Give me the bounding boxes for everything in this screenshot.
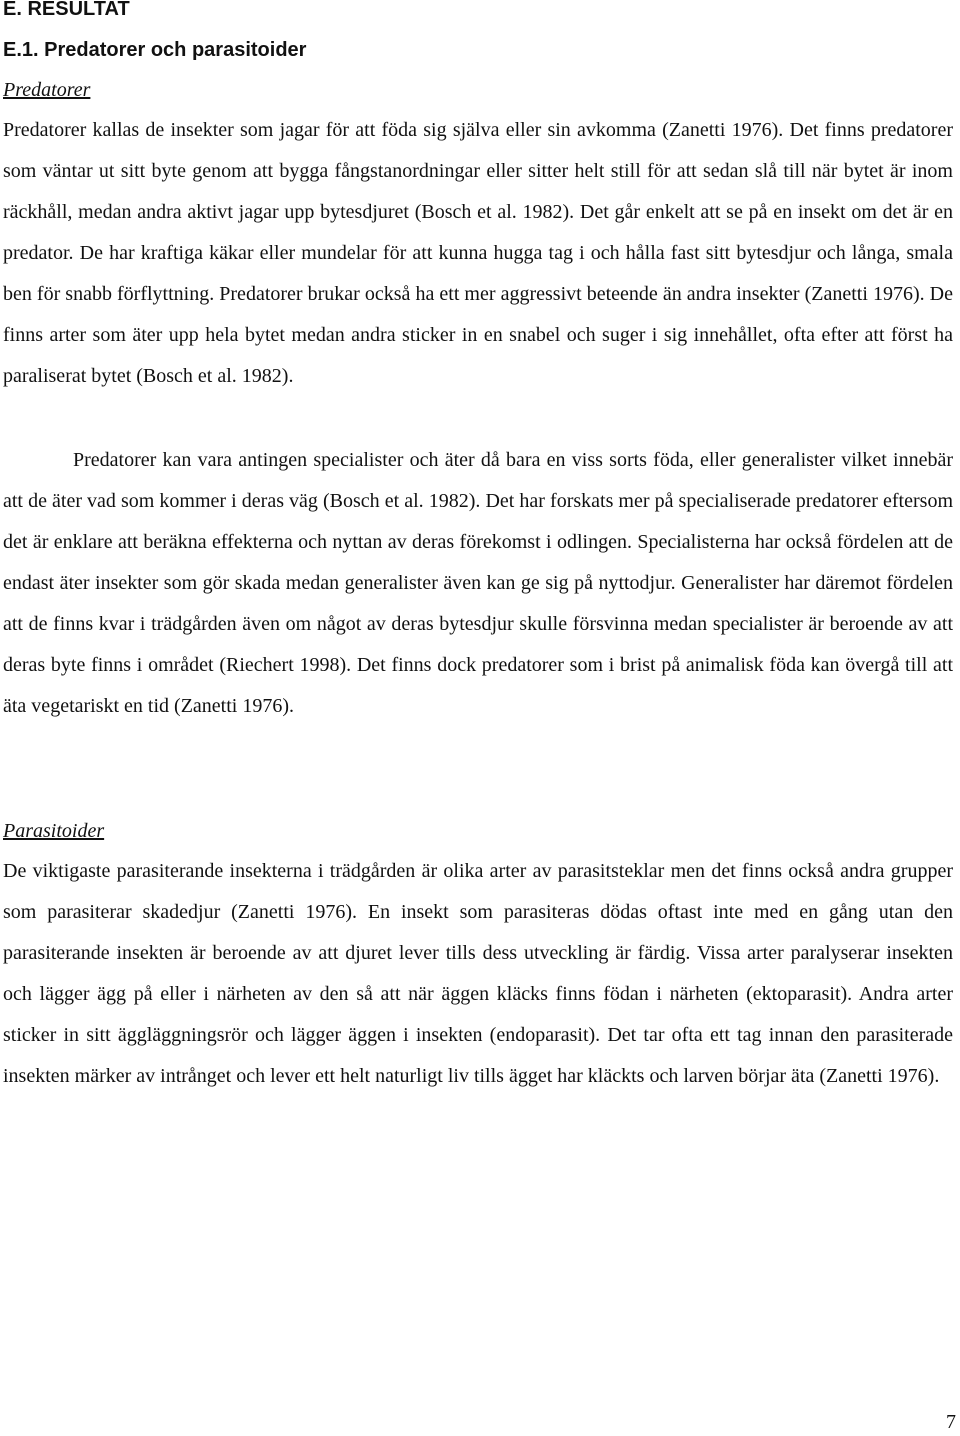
predatorer-paragraph-2: Predatorer kan vara antingen specialister och äter då bara en viss sorts föda, eller generalister vilket innebär att de äter vad som kommer i deras väg (Bosch et al. 1982). Det har forskats mer på specialiserade predatorer eftersom det är enklare att beräkna effekterna och nyttan av deras förekomst i odlingen. Specialisterna har också fördelen att de endast äter insekter som gör skada medan generalister även kan ge sig på nyttodjur. Generalister har däremot fördelen att de finns kvar i trädgården även om något av deras bytesdjur skulle försvinna medan specialister är beroende av att deras byte finns i området (Riechert 1998). Det finns dock predatorer som i brist på animalisk föda kan övergå till att äta vegetariskt en tid (Zanetti 1976). — [3, 449, 953, 717]
page-number: 7 — [946, 1411, 956, 1433]
predatorer-paragraph-1: Predatorer kallas de insekter som jagar för att föda sig själva eller sin avkomma (Zanetti 1976). Det finns predatorer som väntar ut sitt byte genom att bygga fångstanordningar eller sitter helt still för att sedan slå till när bytet är inom räckhåll, medan andra aktivt jagar upp bytesdjuret (Bosch et al. 1982). Det går enkelt att se på en insekt om det är en predator. De har kraftiga käkar eller mundelar för att kunna hugga tag i och hålla fast sitt bytesdjur och långa, smala ben för snabb förflyttning. Predatorer brukar också ha ett mer aggressivt beteende än andra insekter (Zanetti 1976). De finns arter som äter upp hela bytet medan andra sticker in en snabel och suger i sig innehållet, ofta efter att först ha paraliserat bytet (Bosch et al. 1982). — [3, 119, 953, 387]
section-subheading: E.1. Predatorer och parasitoider — [3, 39, 307, 61]
predatorer-title: Predatorer — [3, 79, 91, 101]
parasitoider-paragraph-1: De viktigaste parasiterande insekterna i trädgården är olika arter av parasitsteklar men det finns också andra grupper som parasiterar skadedjur (Zanetti 1976). En insekt som parasiteras dödas oftast inte med en gång utan den parasiterande insekten är beroende av att djuret lever tills dess utveckling är färdig. Vissa arter paralyserar insekten och lägger ägg på eller i närheten av den så att när äggen kläcks finns födan i närheten (ektoparasit). Andra arter sticker in sitt äggläggningsrör och lägger äggen i insekten (endoparasit). Det tar ofta ett tag innan den parasiterade insekten märker av intrånget och lever ett helt naturligt liv tills ägget har kläckts och larven börjar äta (Zanetti 1976). — [3, 860, 953, 1087]
parasitoider-title: Parasitoider — [3, 820, 105, 842]
section-heading: E. RESULTAT — [3, 0, 130, 20]
